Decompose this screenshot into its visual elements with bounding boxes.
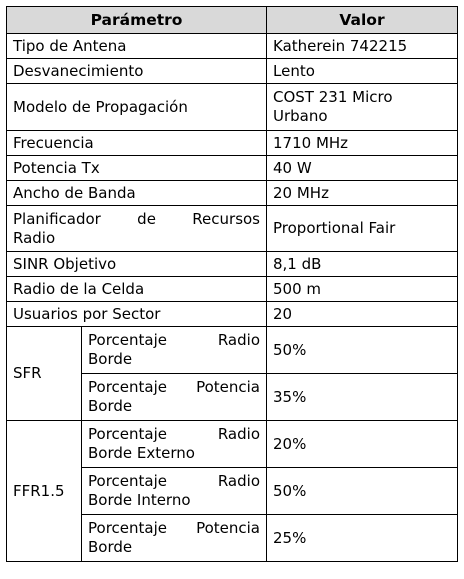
sub-param-cell xyxy=(82,515,267,562)
value-cell: 20% xyxy=(267,421,458,468)
param-cell: Modelo de Propagación xyxy=(7,84,267,131)
sub-param-line2: Borde Externo xyxy=(88,444,195,462)
param-cell: Usuarios por Sector xyxy=(7,302,267,327)
table-row xyxy=(7,59,458,84)
sub-param-line2: Borde Interno xyxy=(88,491,191,509)
table-row xyxy=(7,277,458,302)
table-row xyxy=(7,181,458,206)
sub-param-line1: Porcentaje Radio xyxy=(88,331,260,349)
sub-param-cell xyxy=(82,421,267,468)
value-cell: 20 MHz xyxy=(267,181,458,206)
table-row xyxy=(7,302,458,327)
param-cell: Desvanecimiento xyxy=(7,59,267,84)
param-cell: Potencia Tx xyxy=(7,156,267,181)
table-row xyxy=(7,252,458,277)
table-row xyxy=(7,327,458,374)
param-cell xyxy=(7,206,267,252)
value-cell: 1710 MHz xyxy=(267,131,458,156)
param-line1: Planificador de Recursos xyxy=(13,209,260,228)
header-value: Valor xyxy=(267,7,458,34)
value-cell: 25% xyxy=(267,515,458,562)
sub-param-line2: Borde xyxy=(88,350,133,368)
value-cell: Lento xyxy=(267,59,458,84)
table-row xyxy=(7,156,458,181)
param-cell: SINR Objetivo xyxy=(7,252,267,277)
sub-param-cell xyxy=(82,327,267,374)
group-label-sfr: SFR xyxy=(7,327,82,421)
header-param: Parámetro xyxy=(7,7,267,34)
group-label-ffr: FFR1.5 xyxy=(7,421,82,562)
value-cell: 50% xyxy=(267,327,458,374)
sub-param-line2: Borde xyxy=(88,397,133,415)
sub-param-cell xyxy=(82,468,267,515)
sub-param-line1: Porcentaje Potencia xyxy=(88,519,260,537)
table-row xyxy=(7,206,458,252)
table-row xyxy=(7,34,458,59)
table-row xyxy=(7,131,458,156)
param-cell: Ancho de Banda xyxy=(7,181,267,206)
param-line2: Radio xyxy=(13,228,56,247)
sub-param-line1: Porcentaje Radio xyxy=(88,472,260,490)
table-row xyxy=(7,84,458,131)
sub-param-cell xyxy=(82,374,267,421)
parameters-table xyxy=(6,6,458,562)
param-cell: Radio de la Celda xyxy=(7,277,267,302)
param-cell: Frecuencia xyxy=(7,131,267,156)
value-cell: 8,1 dB xyxy=(267,252,458,277)
header-row xyxy=(7,7,458,34)
param-cell: Tipo de Antena xyxy=(7,34,267,59)
sub-param-line1: Porcentaje Potencia xyxy=(88,378,260,396)
value-cell: 20 xyxy=(267,302,458,327)
sub-param-line2: Borde xyxy=(88,538,133,556)
value-cell: 40 W xyxy=(267,156,458,181)
value-cell: 35% xyxy=(267,374,458,421)
value-cell: 500 m xyxy=(267,277,458,302)
table-row xyxy=(7,421,458,468)
value-cell: Proportional Fair xyxy=(267,206,458,252)
value-cell: Katherein 742215 xyxy=(267,34,458,59)
sub-param-line1: Porcentaje Radio xyxy=(88,425,260,443)
value-cell: 50% xyxy=(267,468,458,515)
value-cell: COST 231 Micro Urbano xyxy=(267,84,458,131)
